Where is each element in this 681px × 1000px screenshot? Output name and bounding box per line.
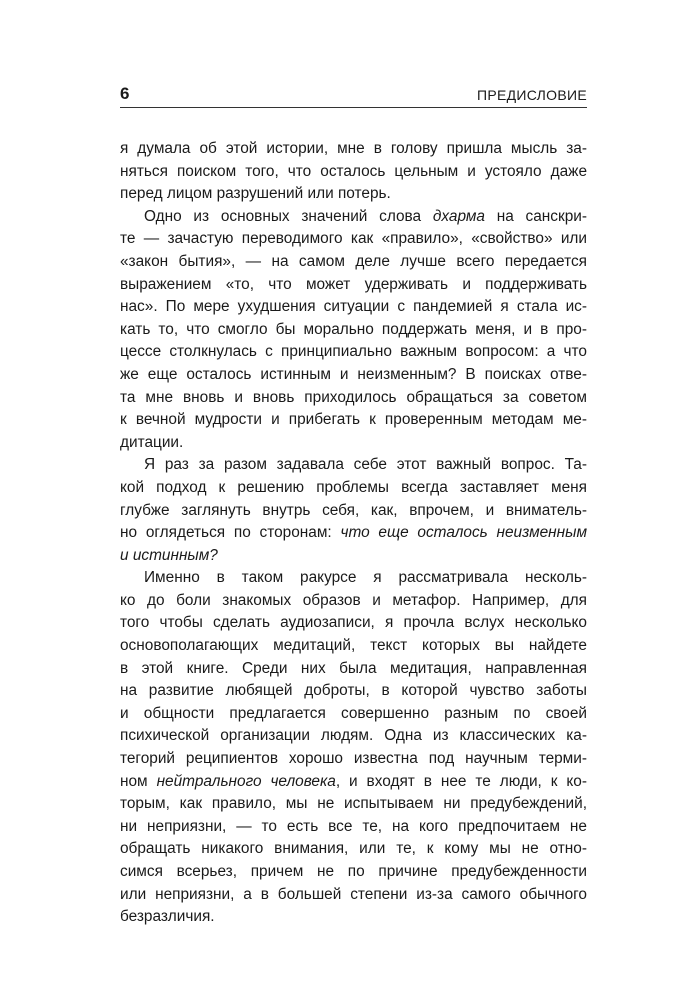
text-line (120, 884, 587, 907)
text-line (120, 567, 587, 590)
text-line (120, 838, 587, 861)
text-line (120, 274, 587, 297)
page-number: 6 (120, 84, 130, 103)
text-line (120, 228, 587, 251)
text-line (120, 161, 587, 184)
text-line (120, 477, 587, 500)
text-run: Я раз за разом задавала себе этот важный вопрос. Та- (144, 456, 587, 474)
running-head: ПРЕДИСЛОВИЕ (476, 87, 587, 103)
text-line (120, 409, 587, 432)
text-run: кать то, что смогло бы морально поддержать меня, и в про- (120, 320, 587, 338)
text-run: обращать никакого внимания, или те, к кому мы не отно- (120, 840, 587, 858)
text-run: , и входят в нее те люди, к ко- (335, 772, 587, 790)
text-line (120, 906, 587, 929)
text-run: Именно в таком ракурсе я рассматривала несколь- (144, 569, 587, 587)
text-run: нас». По мере ухудшения ситуации с пандемией я стала ис- (120, 298, 587, 316)
text-run: ни неприязни, — то есть все те, на кого предпочитаем не (120, 817, 587, 835)
text-run: «закон бытия», — на самом деле лучше всего передается (120, 252, 587, 270)
text-line (120, 612, 587, 635)
text-line (120, 861, 587, 884)
text-run: перед лицом разрушений или потерь. (120, 185, 391, 203)
text-line (120, 680, 587, 703)
text-run: те — зачастую переводимого как «правило», «свойство» или (120, 230, 587, 248)
text-line (120, 341, 587, 364)
text-line (120, 454, 587, 477)
text-line (120, 183, 587, 206)
text-line (120, 725, 587, 748)
text-run: психической организации людям. Одна из классических ка- (120, 727, 587, 745)
italic-text: и истинным? (120, 546, 218, 564)
text-run: выражением «то, что может удерживать и поддерживать (120, 275, 587, 293)
text-run: к вечной мудрости и прибегать к проверенным методам ме- (120, 411, 587, 429)
text-run: ко до боли знакомых образов и метафор. Например, для (120, 591, 587, 609)
text-line (120, 522, 587, 545)
italic-text: что еще осталось неизменным (340, 524, 588, 542)
text-run: няться поиском того, что осталось цельным и устояло даже (120, 162, 587, 180)
text-run: но оглядеться по сторонам: (120, 524, 341, 542)
text-run: основополагающих медитаций, текст которых вы найдете (120, 637, 587, 655)
header-rule (120, 107, 587, 108)
text-run: безразличия. (120, 908, 215, 926)
text-run: та мне вновь и вновь приходилось обращаться за советом (120, 388, 587, 406)
text-line (120, 635, 587, 658)
text-run: торым, как правило, мы не испытываем ни предубеждений, (120, 795, 587, 813)
text-line (120, 703, 587, 726)
text-line (120, 771, 587, 794)
text-line (120, 816, 587, 839)
page-header (120, 84, 587, 106)
paragraph (120, 454, 587, 567)
text-run: и общности предлагается совершенно разным по своей (120, 704, 587, 722)
text-run: в этой книге. Среди них была медитация, направленная (120, 659, 587, 677)
body-text (120, 138, 587, 929)
text-run: тегорий реципиентов хорошо известна под научным терми- (120, 750, 587, 768)
text-run: кой подход к решению проблемы всегда заставляет меня (120, 478, 587, 496)
text-line (120, 319, 587, 342)
text-run: дитации. (120, 433, 184, 451)
text-line (120, 138, 587, 161)
text-run: ном (120, 772, 157, 790)
italic-text: дхарма (432, 207, 485, 225)
text-run: Одно из основных значений слова (144, 207, 433, 225)
text-run: или неприязни, а в большей степени из-за самого обычного (120, 885, 587, 903)
text-line (120, 545, 587, 568)
text-line (120, 432, 587, 455)
text-line (120, 500, 587, 523)
text-line (120, 793, 587, 816)
text-line (120, 206, 587, 229)
text-run: глубже заглянуть внутрь себя, как, впрочем, и вниматель- (120, 501, 587, 519)
paragraph (120, 567, 587, 929)
paragraph (120, 138, 587, 206)
text-run: я думала об этой истории, мне в голову пришла мысль за- (120, 140, 587, 157)
text-run: симся всерьез, причем не по причине предубежденности (120, 863, 587, 880)
text-line (120, 387, 587, 410)
text-line (120, 364, 587, 387)
text-run: на развитие любящей доброты, в которой чувство заботы (120, 682, 587, 700)
text-run: на санскри- (484, 207, 587, 225)
paragraph (120, 206, 587, 455)
text-run: того чтобы сделать аудиозаписи, я прочла вслух несколько (120, 614, 587, 632)
text-line (120, 658, 587, 681)
text-line (120, 251, 587, 274)
italic-text: нейтрального человека (156, 772, 336, 790)
text-line (120, 590, 587, 613)
text-run: же еще осталось истинным и неизменным? В поисках отве- (120, 365, 587, 383)
text-line (120, 748, 587, 771)
text-line (120, 296, 587, 319)
text-run: цессе столкнулась с принципиально важным вопросом: а что (120, 343, 587, 361)
